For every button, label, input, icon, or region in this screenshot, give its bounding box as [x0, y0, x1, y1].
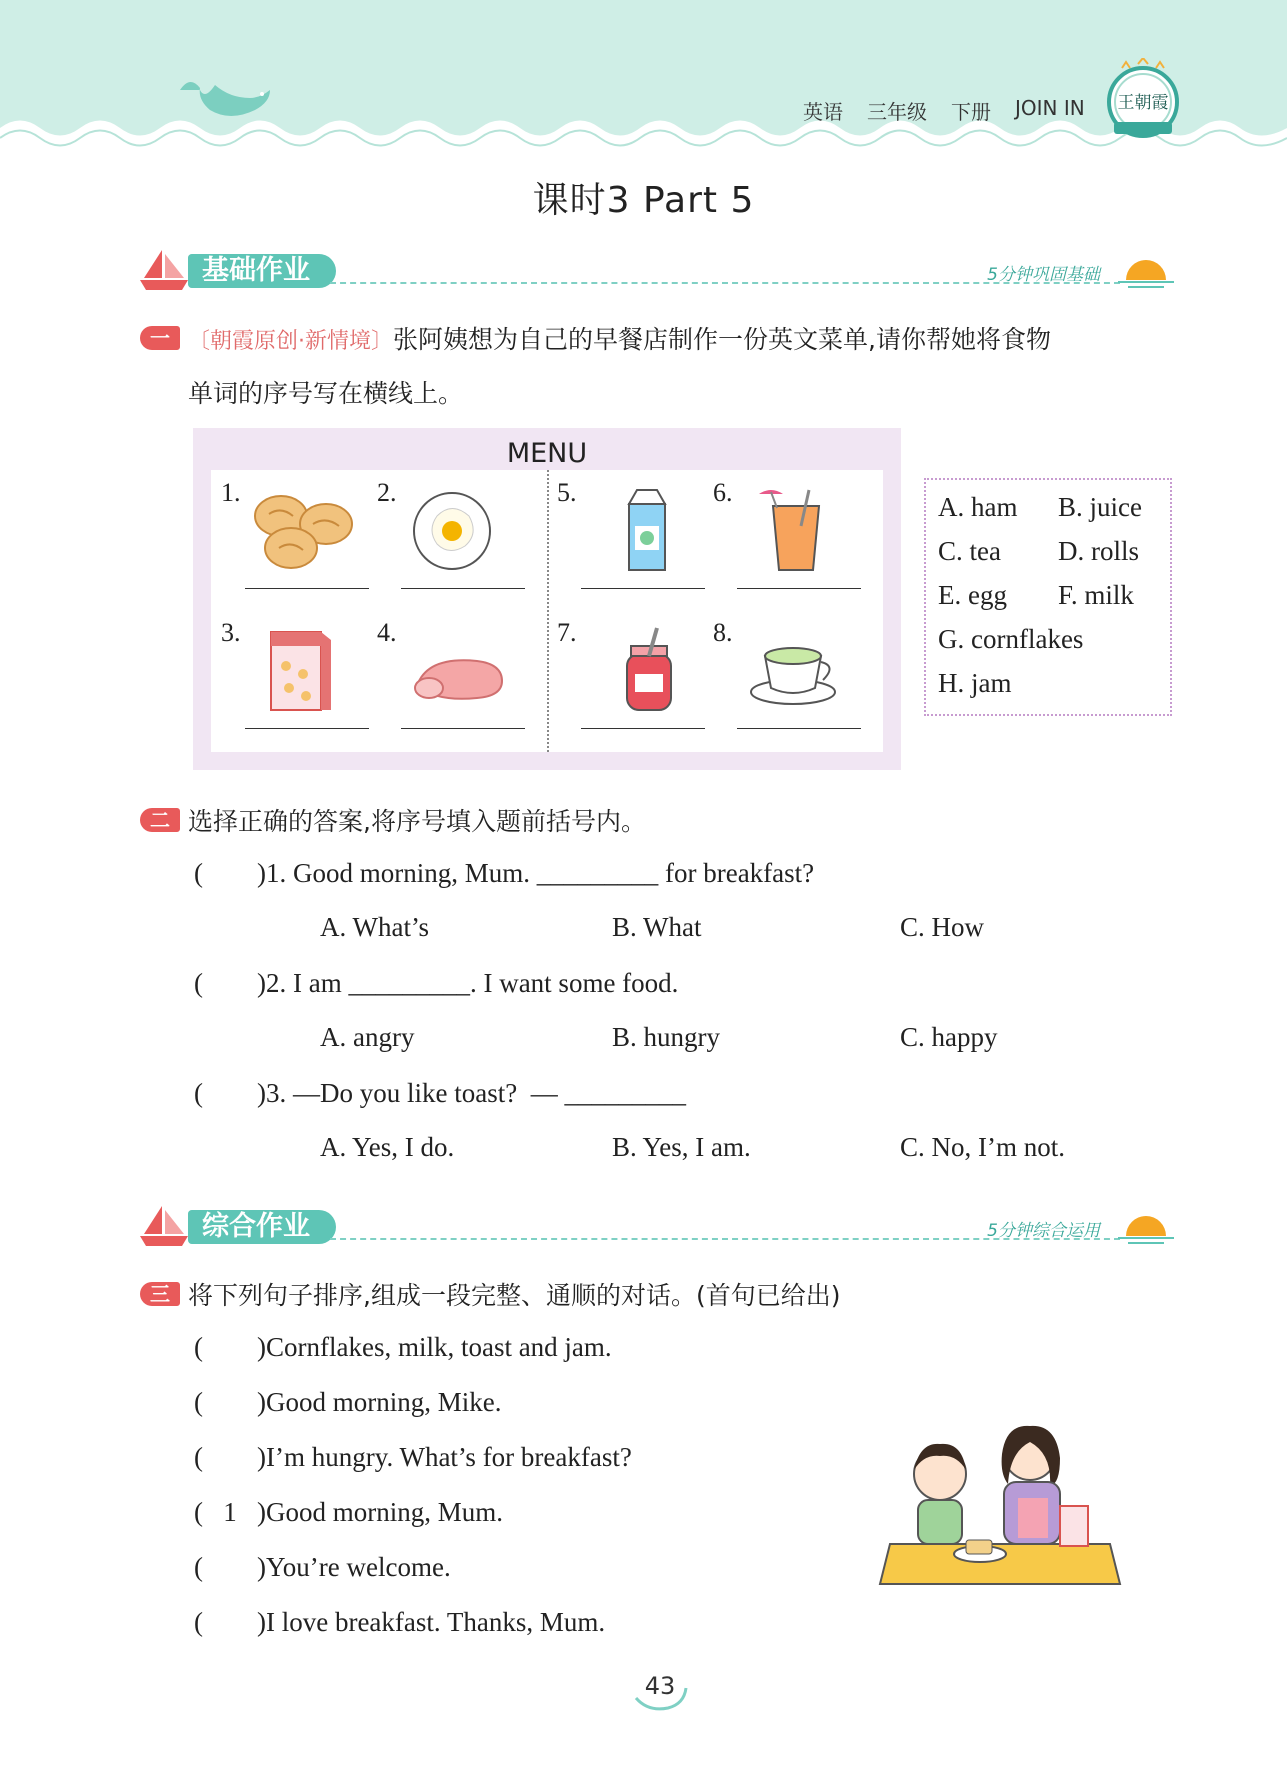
- page-header: [0, 0, 1287, 160]
- rolls-icon: [251, 486, 361, 576]
- svg-text:王朝霞: 王朝霞: [1117, 93, 1169, 113]
- series-label: JOIN IN: [1015, 96, 1085, 120]
- ham-icon: [407, 626, 517, 716]
- option-c: C. No, I’m not.: [900, 1132, 1065, 1162]
- answer-blank[interactable]: [401, 728, 525, 729]
- option-b: B. What: [612, 912, 702, 942]
- item-number: 7.: [557, 618, 577, 647]
- question-3-prompt: 将下列句子排序,组成一段完整、通顺的对话。(首句已给出): [188, 1281, 841, 1310]
- answer-blank[interactable]: [581, 588, 705, 589]
- option-a: A. Yes, I do.: [320, 1132, 455, 1162]
- cornflakes-icon: [251, 626, 361, 716]
- answer-blank[interactable]: [737, 728, 861, 729]
- word-option: D. rolls: [1058, 536, 1139, 566]
- option-a: A. What’s: [320, 912, 429, 942]
- section-hint: 5分钟巩固基础: [987, 265, 1100, 285]
- dialogue-line: ( )Cornflakes, milk, toast and jam.: [194, 1332, 612, 1362]
- menu-item: [221, 478, 351, 608]
- whale-icon: [170, 70, 280, 130]
- word-option: E. egg: [938, 580, 1007, 610]
- menu-item: [557, 618, 687, 748]
- menu-item: [713, 478, 843, 608]
- question-tag: 〔朝霞原创·新情境〕: [188, 329, 393, 354]
- item-number: 5.: [557, 478, 577, 507]
- dialogue-line: ( )I’m hungry. What’s for breakfast?: [194, 1442, 632, 1472]
- item-number: 6.: [713, 478, 733, 507]
- option-b: B. hungry: [612, 1022, 720, 1052]
- breakfast-illustration: [870, 1414, 1130, 1594]
- section-label: 综合作业: [188, 1210, 336, 1244]
- word-option: C. tea: [938, 536, 1001, 566]
- milk-icon: [587, 486, 697, 576]
- section-hint: 5分钟综合运用: [987, 1221, 1100, 1241]
- word-option: F. milk: [1058, 580, 1134, 610]
- answer-blank[interactable]: [401, 588, 525, 589]
- answer-blank[interactable]: [245, 588, 369, 589]
- juice-icon: [743, 486, 853, 576]
- option-c: C. happy: [900, 1022, 998, 1052]
- menu-item: [221, 618, 351, 748]
- breadcrumb: [803, 96, 1085, 125]
- sailboat-icon: [140, 1204, 190, 1248]
- answer-blank[interactable]: [737, 588, 861, 589]
- sunrise-icon: [1118, 1206, 1174, 1246]
- subject-label: 英语: [803, 100, 843, 124]
- question-number-1: 一: [140, 326, 180, 350]
- answer-blank[interactable]: [581, 728, 705, 729]
- answer-blank[interactable]: [245, 728, 369, 729]
- word-option: A. ham: [938, 492, 1018, 522]
- dialogue-line: ( )Good morning, Mike.: [194, 1387, 502, 1417]
- item-number: 8.: [713, 618, 733, 647]
- dialogue-line: ( )You’re welcome.: [194, 1552, 451, 1582]
- menu-item: [713, 618, 843, 748]
- page-number: 43: [644, 1672, 676, 1700]
- item-number: 2.: [377, 478, 397, 507]
- item-number: 1.: [221, 478, 241, 507]
- option-a: A. angry: [320, 1022, 415, 1052]
- section-basic-homework: [140, 248, 1180, 292]
- question-2-prompt: 选择正确的答案,将序号填入题前括号内。: [188, 807, 646, 836]
- question-number-2: 二: [140, 808, 180, 832]
- jam-icon: [587, 626, 697, 716]
- grade-label: 三年级: [867, 100, 927, 124]
- word-option: B. juice: [1058, 492, 1142, 522]
- option-b: B. Yes, I am.: [612, 1132, 751, 1162]
- menu-divider: [547, 470, 549, 752]
- question-number-3: 三: [140, 1282, 180, 1306]
- menu-title: MENU: [506, 438, 588, 469]
- item-number: 4.: [377, 618, 397, 647]
- menu-item: [377, 618, 507, 748]
- option-c: C. How: [900, 912, 985, 942]
- word-option: H. jam: [938, 668, 1012, 698]
- menu-item: [377, 478, 507, 608]
- brand-logo: [1104, 58, 1182, 144]
- item-number: 3.: [221, 618, 241, 647]
- tea-icon: [743, 626, 853, 716]
- mc-question-1: ( )1. Good morning, Mum. _________ for breakfast?: [194, 858, 815, 888]
- question-1-text-line1: 张阿姨想为自己的早餐店制作一份英文菜单,请你帮她将食物: [393, 325, 1051, 354]
- egg-icon: [407, 486, 517, 576]
- word-option: G. cornflakes: [938, 624, 1084, 654]
- section-label: 基础作业: [188, 254, 336, 288]
- page-title: 课时3 Part 5: [532, 180, 755, 221]
- word-bank: [924, 478, 1172, 716]
- dialogue-line: ( 1 )Good morning, Mum.: [194, 1497, 503, 1527]
- section-comprehensive-homework: [140, 1204, 1180, 1248]
- menu-item: [557, 478, 687, 608]
- sailboat-icon: [140, 248, 190, 292]
- question-1-prompt: [188, 320, 1051, 356]
- question-1-text-line2: 单词的序号写在横线上。: [188, 379, 464, 408]
- dialogue-line: ( )I love breakfast. Thanks, Mum.: [194, 1607, 606, 1637]
- mc-question-3: ( )3. —Do you like toast? — _________: [194, 1078, 686, 1108]
- menu-card: [193, 428, 901, 770]
- sunrise-icon: [1118, 250, 1174, 290]
- mc-question-2: ( )2. I am _________. I want some food.: [194, 968, 679, 998]
- volume-label: 下册: [951, 100, 991, 124]
